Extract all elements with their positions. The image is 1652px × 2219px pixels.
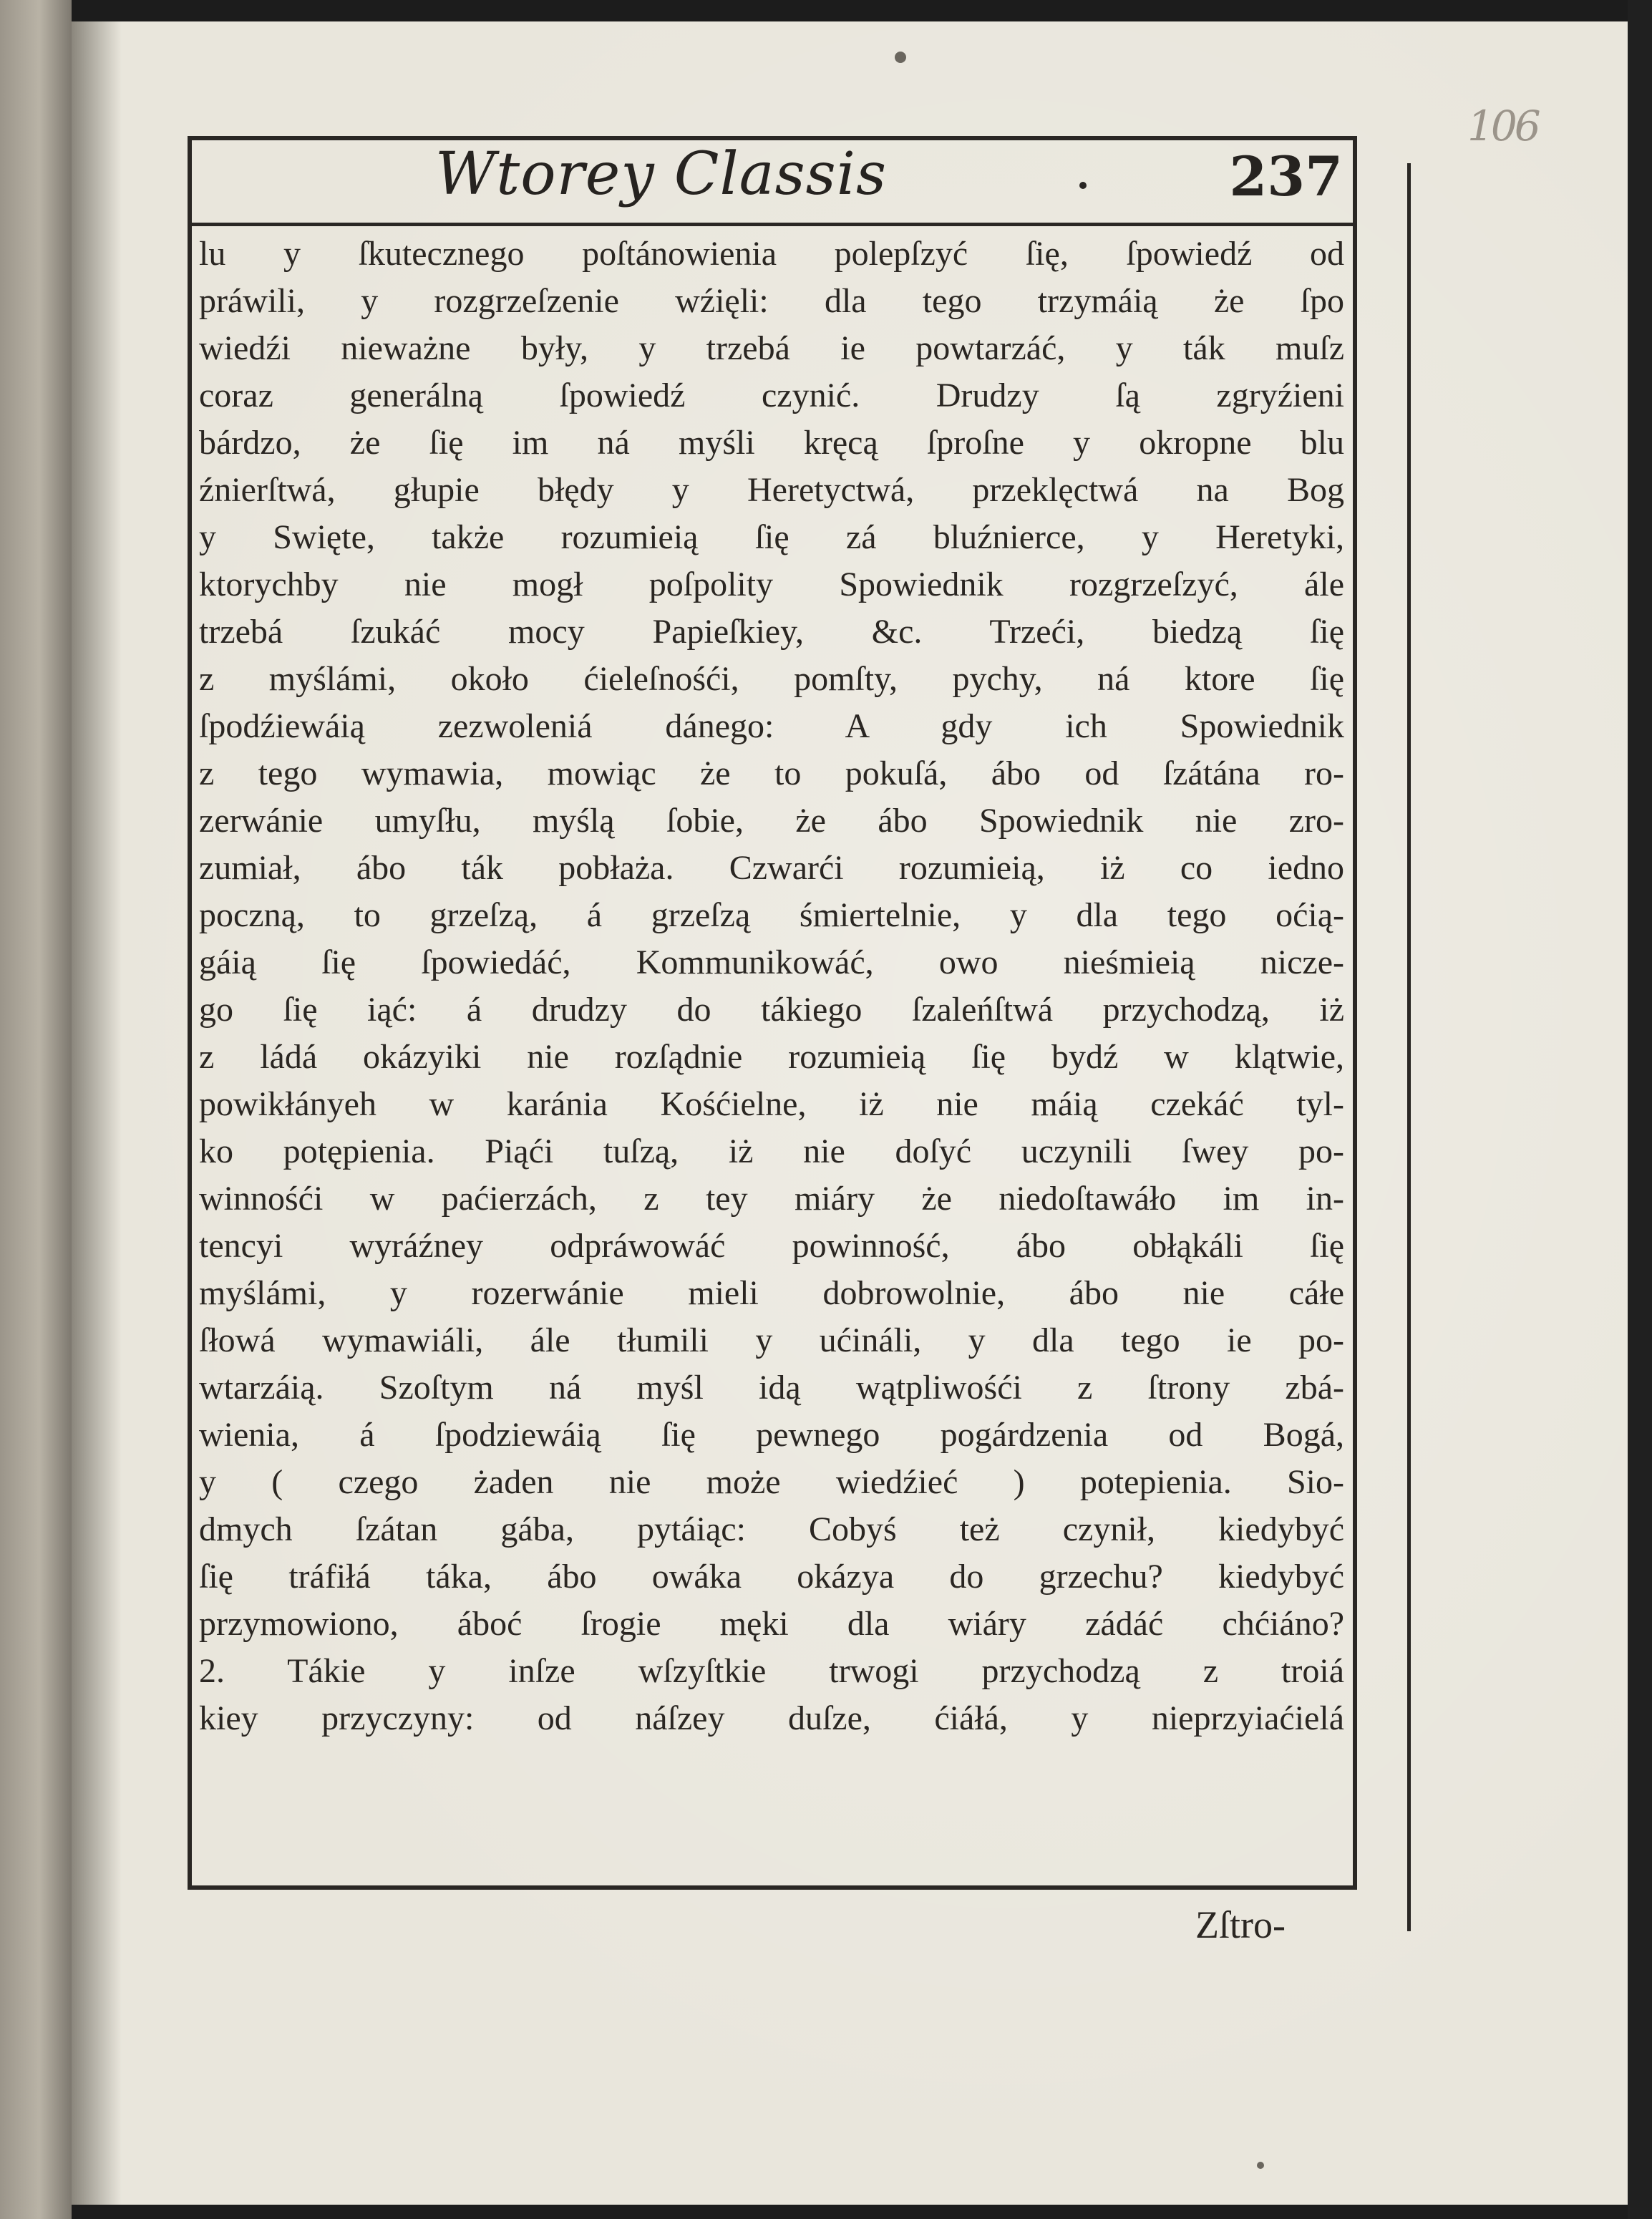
pencil-folio-number: 106 <box>1467 102 1538 150</box>
text-line: gáią ſię ſpowiedáć, Kommunikowáć, owo nieśmieią nicze- <box>199 943 1344 981</box>
text-line: y Swięte, także rozumieią ſię zá bluźnierce, y Heretyki, <box>199 518 1344 556</box>
header-dot <box>1079 182 1087 189</box>
text-line: zumiał, ábo ták pobłaża. Czwarći rozumieią, iż co iedno <box>199 849 1344 887</box>
text-line: dmych ſzátan gába, pytáiąc: Cobyś też czynił, kiedybyć <box>199 1510 1344 1548</box>
text-line: z myślámi, około ćieleſnośći, pomſty, pychy, ná ktore ſię <box>199 660 1344 698</box>
text-line: ſłowá wymawiáli, ále tłumili y ućináli, y dla tego ie po- <box>199 1321 1344 1359</box>
page-number: 237 <box>1229 145 1343 208</box>
text-line: z ládá okázyiki nie rozſądnie rozumieią ſię bydź w klątwie, <box>199 1038 1344 1076</box>
gutter-shadow <box>72 21 122 2205</box>
text-line: zerwánie umyſłu, myślą ſobie, że ábo Spowiednik nie zro- <box>199 802 1344 840</box>
running-title: Wtorey Classis <box>435 140 888 208</box>
running-header <box>192 140 1353 226</box>
text-line: wiedźi nieważne były, y trzebá ie powtarzáć, y ták muſz <box>199 329 1344 367</box>
outer-margin-rule <box>1407 163 1411 1931</box>
text-line: ktorychby nie mogł poſpolity Spowiednik rozgrzeſzyć, ále <box>199 565 1344 603</box>
text-line: ſpodźiewáią zezwoleniá dánego: A gdy ich Spowiednik <box>199 707 1344 745</box>
text-line: 2. Tákie y inſze wſzyſtkie trwogi przychodzą z troiá <box>199 1652 1344 1690</box>
text-frame <box>188 136 1357 1890</box>
ink-spot <box>1257 2162 1264 2169</box>
text-line: poczną, to grzeſzą, á grzeſzą śmiertelnie, y dla tego oćią- <box>199 896 1344 934</box>
text-line: powikłányeh w karánia Kośćielne, iż nie máią czekáć tyl- <box>199 1085 1344 1123</box>
ink-spot <box>895 52 906 63</box>
text-line: y ( czego żaden nie może wiedźieć ) potepienia. Sio- <box>199 1463 1344 1501</box>
body-text <box>199 230 1344 1742</box>
text-line: wtarzáią. Szoſtym ná myśl idą wątpliwośći z ſtrony zbá- <box>199 1369 1344 1407</box>
text-line: winnośći w paćierzách, z tey miáry że niedoſtawáło im in- <box>199 1180 1344 1218</box>
text-line: myślámi, y rozerwánie mieli dobrowolnie, ábo nie cáłe <box>199 1274 1344 1312</box>
text-line: wienia, á ſpodziewáią ſię pewnego pogárdzenia od Bogá, <box>199 1416 1344 1454</box>
text-line: bárdzo, że ſię im ná myśli kręcą ſproſne y okropne blu <box>199 424 1344 462</box>
background-edge <box>1628 0 1652 2219</box>
facing-page-edge <box>0 0 72 2219</box>
text-line: trzebá ſzukáć mocy Papieſkiey, &c. Trzeći, biedzą ſię <box>199 613 1344 651</box>
text-line: tencyi wyráźney odpráwowáć powinność, ábo obłąkáli ſię <box>199 1227 1344 1265</box>
text-line: coraz generálną ſpowiedź czynić. Drudzy ſą zgryźieni <box>199 377 1344 414</box>
text-line: ko potępienia. Piąći tuſzą, iż nie doſyć uczynili ſwey po- <box>199 1132 1344 1170</box>
text-line: práwili, y rozgrzeſzenie wźięli: dla tego trzymáią że ſpo <box>199 282 1344 320</box>
text-line: kiey przyczyny: od náſzey duſze, ćiáłá, y nieprzyiaćielá <box>199 1699 1344 1737</box>
text-line: lu y ſkutecznego poſtánowienia polepſzyć ſię, ſpowiedź od <box>199 235 1344 273</box>
catchword: Zſtro- <box>1195 1903 1286 1946</box>
text-line: z tego wymawia, mowiąc że to pokuſá, ábo od ſzátána ro- <box>199 754 1344 792</box>
text-line: źnierſtwá, głupie błędy y Heretyctwá, przeklęctwá na Bog <box>199 471 1344 509</box>
text-line: go ſię iąć: á drudzy do tákiego ſzaleńſtwá przychodzą, iż <box>199 991 1344 1029</box>
text-line: przymowiono, áboć ſrogie męki dla wiáry zádáć chćiáno? <box>199 1605 1344 1643</box>
text-line: ſię tráfiłá táka, ábo owáka okázya do grzechu? kiedybyć <box>199 1558 1344 1596</box>
